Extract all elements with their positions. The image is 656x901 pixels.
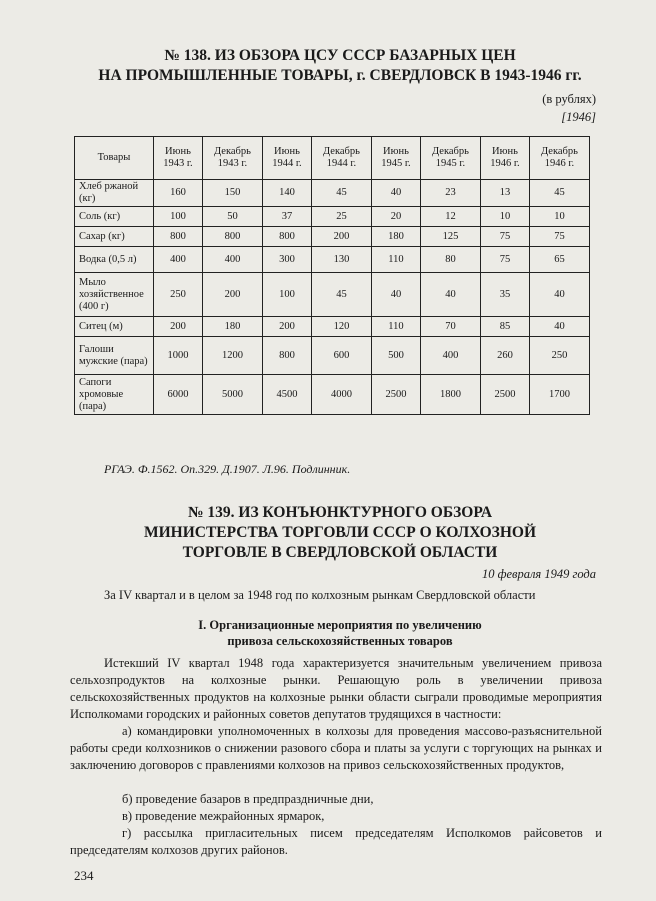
- price-cell: 1000: [154, 337, 203, 375]
- price-cell: 120: [311, 317, 371, 337]
- price-cell: 400: [154, 247, 203, 273]
- price-cell: 10: [529, 207, 589, 227]
- section-heading-line1: I. Организационные мероприятия по увеличению: [198, 618, 482, 632]
- price-cell: 45: [311, 273, 371, 317]
- header-cell: Декабрь 1944 г.: [311, 137, 371, 180]
- price-cell: 180: [202, 317, 262, 337]
- row-label-cell: Галоши мужские (пара): [75, 337, 154, 375]
- price-cell: 250: [529, 337, 589, 375]
- price-cell: 40: [372, 180, 421, 207]
- table-row: [75, 247, 590, 273]
- price-cell: 50: [202, 207, 262, 227]
- price-cell: 1200: [202, 337, 262, 375]
- price-cell: 25: [311, 207, 371, 227]
- price-cell: 130: [311, 247, 371, 273]
- price-cell: 40: [420, 273, 480, 317]
- price-cell: 6000: [154, 375, 203, 415]
- price-cell: 600: [311, 337, 371, 375]
- price-cell: 20: [372, 207, 421, 227]
- price-cell: 35: [481, 273, 530, 317]
- price-cell: 200: [154, 317, 203, 337]
- price-cell: 4000: [311, 375, 371, 415]
- list-item: в) проведение межрайонных ярмарок,: [122, 809, 325, 823]
- price-cell: 65: [529, 247, 589, 273]
- row-label-cell: Сапоги хромовые (пара): [75, 375, 154, 415]
- price-cell: 800: [263, 337, 312, 375]
- price-cell: 800: [263, 227, 312, 247]
- price-cell: 400: [420, 337, 480, 375]
- price-cell: 85: [481, 317, 530, 337]
- header-cell: Товары: [75, 137, 154, 180]
- doc2-date: 10 февраля 1949 года: [481, 567, 596, 581]
- price-cell: 500: [372, 337, 421, 375]
- doc2-intro: За IV квартал и в целом за 1948 год по колхозным рынкам Свердловской области: [104, 588, 536, 602]
- price-cell: 400: [202, 247, 262, 273]
- doc2-title-line3: ТОРГОВЛЕ В СВЕРДЛОВСКОЙ ОБЛАСТИ: [182, 544, 498, 561]
- section-heading: [60, 617, 620, 649]
- price-cell: 23: [420, 180, 480, 207]
- table-header-row: [75, 137, 590, 180]
- price-cell: 100: [263, 273, 312, 317]
- price-cell: 75: [481, 247, 530, 273]
- price-cell: 800: [202, 227, 262, 247]
- price-cell: 260: [481, 337, 530, 375]
- price-cell: 70: [420, 317, 480, 337]
- header-cell: Июнь 1945 г.: [372, 137, 421, 180]
- price-cell: 5000: [202, 375, 262, 415]
- row-label-cell: Сахар (кг): [75, 227, 154, 247]
- price-cell: 160: [154, 180, 203, 207]
- price-cell: 200: [202, 273, 262, 317]
- table-row: [75, 180, 590, 207]
- price-cell: 250: [154, 273, 203, 317]
- header-cell: Июнь 1943 г.: [154, 137, 203, 180]
- header-cell: Декабрь 1943 г.: [202, 137, 262, 180]
- price-cell: 150: [202, 180, 262, 207]
- row-label-cell: Хлеб ржаной (кг): [75, 180, 154, 207]
- price-cell: 75: [529, 227, 589, 247]
- table-row: [75, 317, 590, 337]
- header-cell: Июнь 1946 г.: [481, 137, 530, 180]
- price-cell: 1800: [420, 375, 480, 415]
- section-heading-line2: привоза сельскохозяйственных товаров: [227, 634, 453, 648]
- price-cell: 110: [372, 247, 421, 273]
- price-cell: 80: [420, 247, 480, 273]
- doc1-date: [1946]: [561, 110, 596, 124]
- price-cell: 13: [481, 180, 530, 207]
- price-cell: 45: [529, 180, 589, 207]
- price-cell: 2500: [372, 375, 421, 415]
- table-row: [75, 273, 590, 317]
- doc1-title-line1: № 138. ИЗ ОБЗОРА ЦСУ СССР БАЗАРНЫХ ЦЕН: [164, 47, 516, 64]
- header-cell: Декабрь 1945 г.: [420, 137, 480, 180]
- doc1-title-line2: НА ПРОМЫШЛЕННЫЕ ТОВАРЫ, г. СВЕРДЛОВСК В 1943-1946 гг.: [98, 67, 582, 84]
- price-table: [74, 136, 590, 415]
- price-cell: 180: [372, 227, 421, 247]
- doc2-title-line2: МИНИСТЕРСТВА ТОРГОВЛИ СССР О КОЛХОЗНОЙ: [143, 524, 537, 541]
- price-cell: 140: [263, 180, 312, 207]
- doc2-title: [60, 503, 620, 563]
- list-item: г) рассылка пригласительных писем председателям Исполкомов райсоветов и председателям колхозов других районов.: [70, 826, 602, 857]
- price-cell: 1700: [529, 375, 589, 415]
- doc1-unit: (в рублях): [542, 92, 596, 106]
- price-cell: 200: [311, 227, 371, 247]
- doc1-title: [60, 46, 620, 86]
- price-cell: 10: [481, 207, 530, 227]
- price-cell: 40: [529, 273, 589, 317]
- row-label-cell: Мыло хозяйственное (400 г): [75, 273, 154, 317]
- doc2-title-line1: № 139. ИЗ КОНЪЮНКТУРНОГО ОБЗОРА: [187, 504, 493, 521]
- price-cell: 12: [420, 207, 480, 227]
- page-number: 234: [74, 868, 94, 883]
- price-cell: 300: [263, 247, 312, 273]
- price-cell: 200: [263, 317, 312, 337]
- price-cell: 2500: [481, 375, 530, 415]
- list-item: а) командировки уполномоченных в колхозы для проведения массово-разъяснительной работы среди колхозников о снижении разового сбора и платы за услуги с торгующих на рынках и заключению договоров с правлениями колхозов на привоз сельскохозяйственных продуктов,: [70, 724, 602, 772]
- table-row: [75, 227, 590, 247]
- price-cell: 40: [529, 317, 589, 337]
- table-row: [75, 375, 590, 415]
- body-paragraph: Истекший IV квартал 1948 года характеризуется значительным увеличением привоза сельхозпродуктов на колхозные рынки. Решающую роль в увеличении привоза сельскохозяйственных продуктов на колхозные рынки области сыграли проводимые мероприятия Исполкомами городских и районных советов депутатов трудящихся в частности:: [70, 656, 602, 721]
- price-cell: 45: [311, 180, 371, 207]
- header-cell: Июнь 1944 г.: [263, 137, 312, 180]
- price-cell: 37: [263, 207, 312, 227]
- price-cell: 4500: [263, 375, 312, 415]
- doc1-source: РГАЭ. Ф.1562. Оп.329. Д.1907. Л.96. Подлинник.: [104, 462, 351, 476]
- price-cell: 100: [154, 207, 203, 227]
- table-row: [75, 207, 590, 227]
- price-cell: 110: [372, 317, 421, 337]
- list-item: б) проведение базаров в предпраздничные дни,: [122, 792, 374, 806]
- price-cell: 40: [372, 273, 421, 317]
- header-cell: Декабрь 1946 г.: [529, 137, 589, 180]
- row-label-cell: Ситец (м): [75, 317, 154, 337]
- table-row: [75, 337, 590, 375]
- price-cell: 75: [481, 227, 530, 247]
- row-label-cell: Соль (кг): [75, 207, 154, 227]
- price-cell: 125: [420, 227, 480, 247]
- row-label-cell: Водка (0,5 л): [75, 247, 154, 273]
- price-cell: 800: [154, 227, 203, 247]
